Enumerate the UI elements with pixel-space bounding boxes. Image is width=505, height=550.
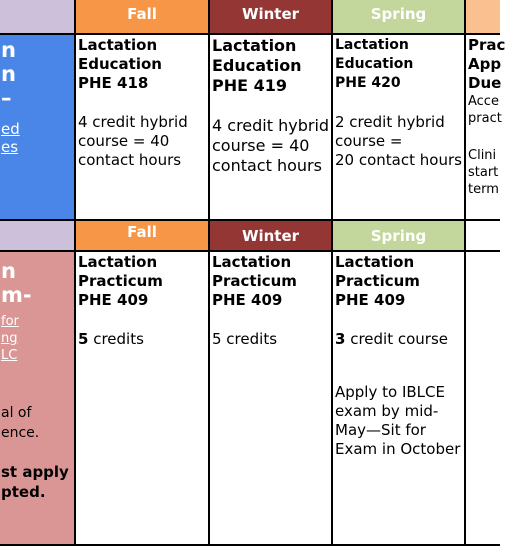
row2-winter-cell <box>209 251 332 545</box>
row1-fall-p2: course = 40 <box>78 132 170 150</box>
row1-header-winter <box>209 0 332 34</box>
row1-side-header-spacer <box>0 0 75 34</box>
row1-header-fall-label: Fall <box>127 5 157 23</box>
row1-spring-cell <box>332 34 465 220</box>
row2-header-fall <box>75 220 209 251</box>
row2-winter-title2: Practicum <box>212 272 297 290</box>
row1-extra-title3: Due <box>468 74 502 92</box>
row1-side-line1: n <box>1 38 16 62</box>
row1-winter-code: PHE 419 <box>212 76 288 95</box>
row1-spring-title1: Lactation <box>335 37 409 53</box>
row1-header-winter-label: Winter <box>241 5 300 23</box>
row1-header-fall <box>75 0 209 34</box>
grid-v-209 <box>208 0 210 546</box>
row2-header-fall-label: Fall <box>127 223 157 241</box>
row1-fall-p1: 4 credit hybrid <box>78 113 188 131</box>
grid-h-251 <box>0 250 500 252</box>
row2-winter-code: PHE 409 <box>212 291 283 309</box>
row1-spring-title2: Education <box>335 56 414 72</box>
row1-spring-p1: 2 credit hybrid <box>335 113 445 131</box>
row2-side-line2: m- <box>1 283 32 307</box>
row2-fall-credits-rest: credits <box>88 330 144 348</box>
row1-side-link1[interactable]: ed <box>1 120 20 138</box>
row1-extra-p5: term <box>468 182 499 197</box>
row1-winter-title2: Education <box>212 56 302 75</box>
row2-side-link2[interactable]: ng <box>1 331 18 346</box>
row2-fall-title2: Practicum <box>78 272 163 290</box>
row1-header-spring-label: Spring <box>370 5 427 23</box>
grid-h-34 <box>0 33 500 35</box>
row2-spring-p3: May—Sit for <box>335 421 426 439</box>
grid-h-545 <box>0 544 500 546</box>
row2-fall-cell <box>75 251 209 545</box>
row1-extra-p2: pract <box>468 111 502 126</box>
row1-extra-p4: start <box>468 165 499 180</box>
row2-side-link3[interactable]: LC <box>1 348 18 363</box>
row2-side-text2: ence. <box>1 425 40 441</box>
row1-extra-cell <box>465 34 505 220</box>
row2-fall-credits-num: 5 <box>78 330 89 348</box>
row2-spring-code: PHE 409 <box>335 291 406 309</box>
row1-extra-title2: App <box>468 55 502 73</box>
row2-fall-title1: Lactation <box>78 253 158 271</box>
row1-fall-title1: Lactation <box>78 36 158 54</box>
row1-header-extra <box>465 0 500 34</box>
grid-v-465 <box>464 0 466 546</box>
row1-fall-title2: Education <box>78 55 162 73</box>
row2-winter-title1: Lactation <box>212 253 292 271</box>
row1-fall-code: PHE 418 <box>78 74 149 92</box>
row2-side-header-spacer <box>0 220 75 251</box>
row2-spring-credits <box>335 330 465 349</box>
row1-spring-code: PHE 420 <box>335 75 401 91</box>
row2-header-spring-label: Spring <box>370 227 427 245</box>
row1-extra-p1: Acce <box>468 94 499 109</box>
row2-spring-p1: Apply to IBLCE <box>335 383 445 401</box>
row2-header-winter <box>209 220 332 251</box>
row2-side-link1[interactable]: for <box>1 314 19 329</box>
row2-spring-credits-num: 3 <box>335 330 346 348</box>
row2-spring-cell <box>332 251 465 545</box>
row2-side-bold2: pted. <box>1 483 46 501</box>
row2-fall-code: PHE 409 <box>78 291 149 309</box>
row1-fall-cell <box>75 34 209 220</box>
row1-fall-p3: contact hours <box>78 151 182 169</box>
row1-side-panel <box>0 34 75 220</box>
row1-spring-p3: 20 contact hours <box>335 151 462 169</box>
row1-side-line3: – <box>1 86 12 110</box>
row1-winter-p1: 4 credit hybrid <box>212 116 330 135</box>
row1-side-link2[interactable]: es <box>1 138 19 156</box>
grid-v-332 <box>331 0 333 546</box>
row1-extra-title1: Prac <box>468 36 505 54</box>
row2-header-spring <box>332 220 465 251</box>
row1-side-line2: n <box>1 62 16 86</box>
row1-extra-p3: Clini <box>468 148 497 163</box>
row1-winter-cell <box>209 34 332 220</box>
row1-winter-p2: course = 40 <box>212 136 310 155</box>
row2-spring-title1: Lactation <box>335 253 415 271</box>
row2-side-text1: al of <box>1 405 32 421</box>
row1-header-spring <box>332 0 465 34</box>
row1-spring-p2: course = <box>335 132 403 150</box>
row2-fall-credits <box>78 330 209 349</box>
row2-winter-credits: 5 credits <box>212 330 278 348</box>
row2-side-line1: n <box>1 259 16 283</box>
row2-header-winter-label: Winter <box>241 227 300 245</box>
row1-winter-title1: Lactation <box>212 36 297 55</box>
row2-side-panel <box>0 251 75 545</box>
row2-spring-p2: exam by mid- <box>335 402 439 420</box>
row2-side-bold1: st apply <box>1 463 69 481</box>
row2-spring-title2: Practicum <box>335 272 420 290</box>
row1-winter-p3: contact hours <box>212 156 322 175</box>
grid-h-220 <box>0 219 500 221</box>
grid-v-75 <box>74 0 76 546</box>
row2-spring-p4: Exam in October <box>335 440 461 458</box>
row2-spring-credits-rest: credit course <box>345 330 448 348</box>
